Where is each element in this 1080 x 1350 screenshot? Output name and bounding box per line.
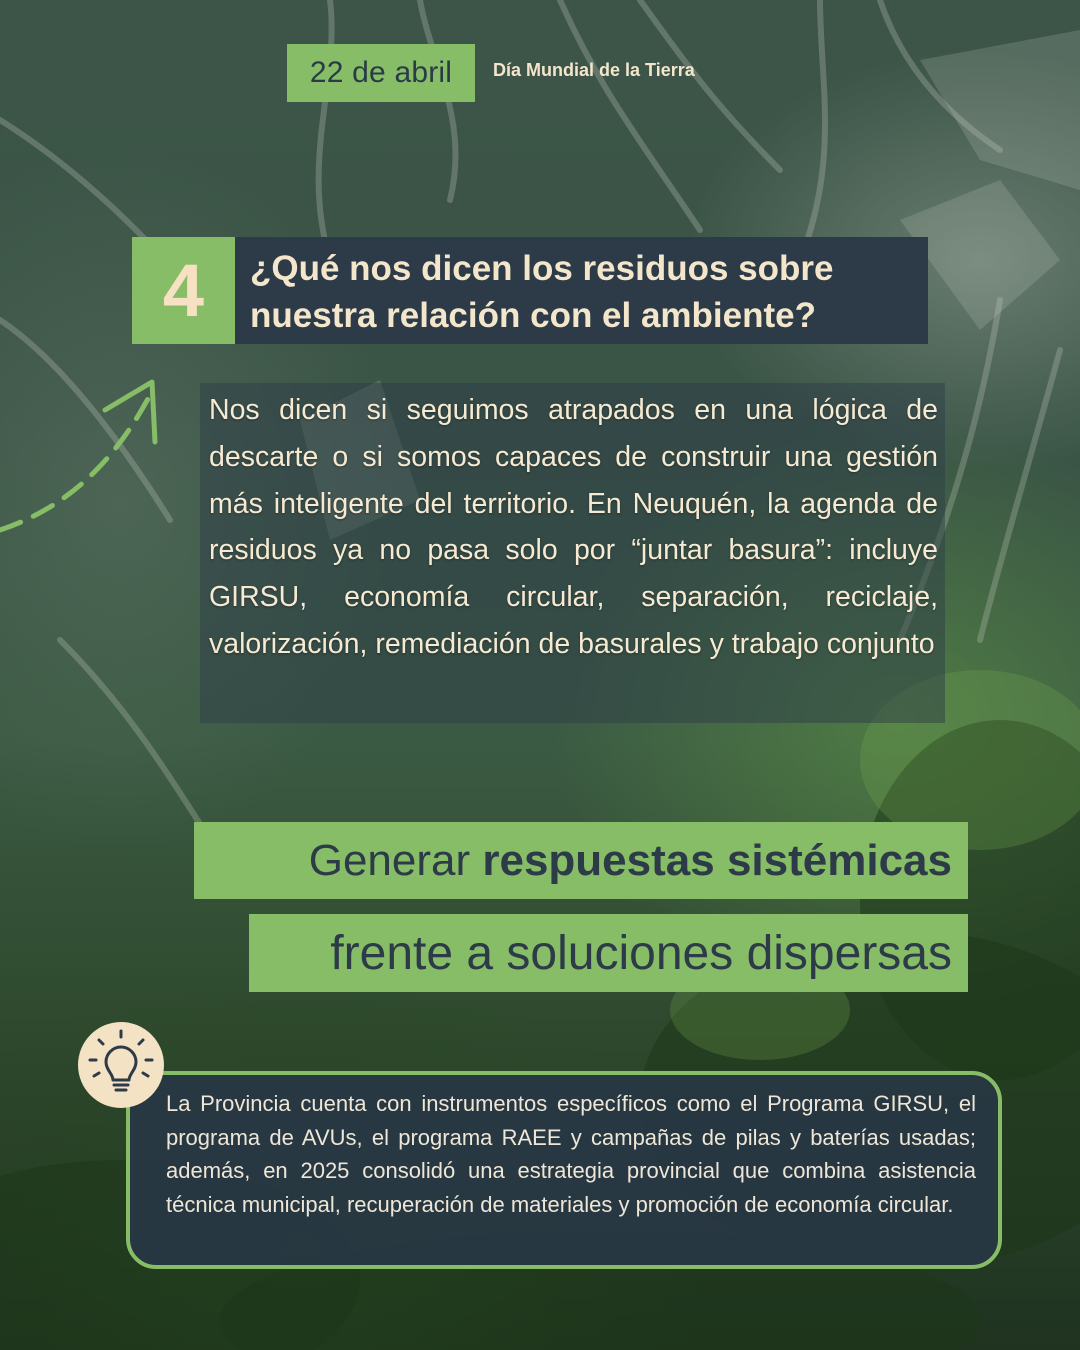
lightbulb-icon [78,1022,164,1108]
info-text: La Provincia cuenta con instrumentos específicos como el Programa GIRSU, el programa de AVUs, el programa RAEE y campañas de pilas y baterías usadas; además, en 2025 consolidó una estrategia provincial que combina asistencia técnica municipal, recuperación de materiales y promoción de economía circular. [166,1091,976,1217]
question-line-1: ¿Qué nos dicen los residuos sobre [250,249,834,288]
banner-line-2 [249,914,968,992]
banner-line-1 [194,822,968,899]
question-heading [235,237,928,344]
question-number: 4 [162,249,205,332]
dashed-arrow-icon [0,370,200,550]
banner-line-2-text: frente a soluciones dispersas [330,926,952,980]
banner-bold-text: respuestas sistémicas [482,835,952,885]
date-caption: Día Mundial de la Tierra [493,60,695,80]
question-number-badge [132,237,235,344]
date-badge [287,44,475,102]
body-paragraph: Nos dicen si seguimos atrapados en una lógica de descarte o si somos capaces de construir una gestión más inteligente del territorio. En Neuquén, la agenda de residuos ya no pasa solo por “juntar basura”: incluye GIRSU, economía circular, separación, reciclaje, valorización, remediación de basurales y trabajo conjunto [209,394,938,660]
date-text: 22 de abril [309,56,453,89]
banner-prefix: Generar [308,835,483,885]
question-line-2: nuestra relación con el ambiente? [250,296,816,335]
